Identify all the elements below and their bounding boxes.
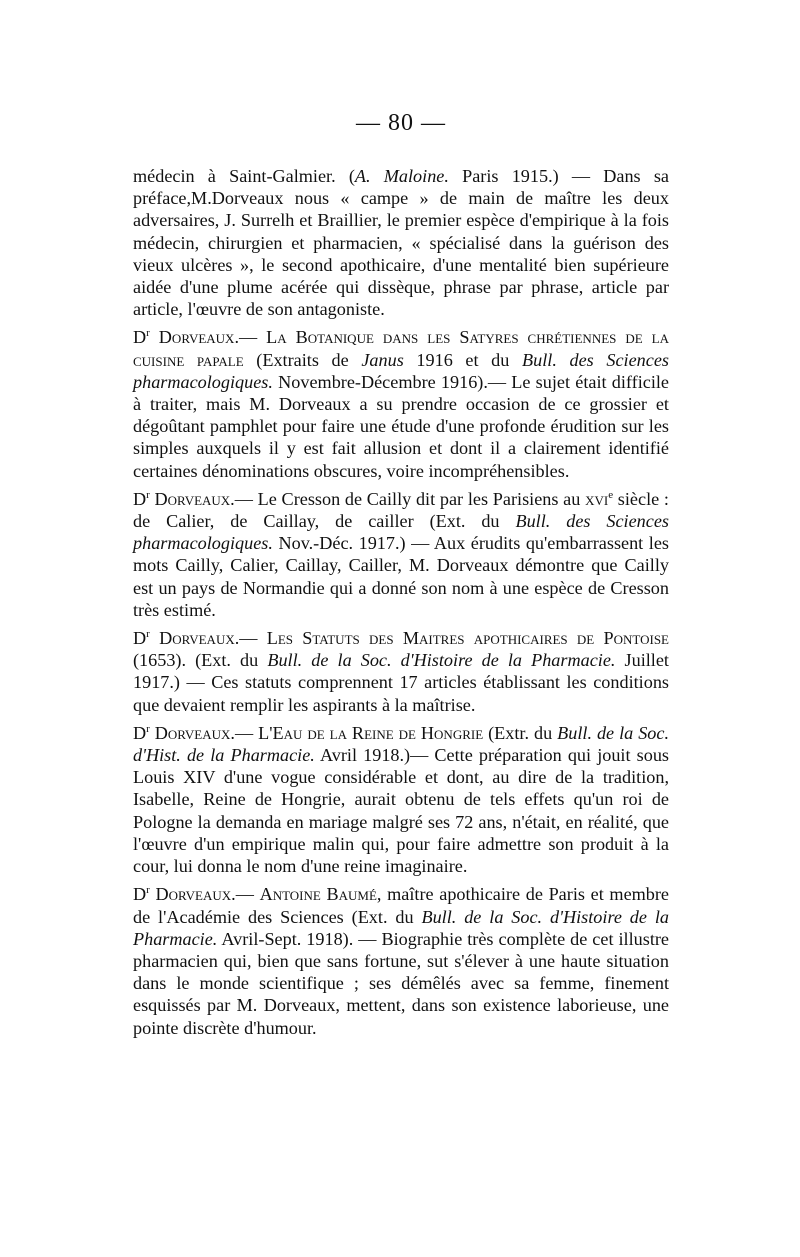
small-caps-title: Dorveaux. xyxy=(149,628,240,649)
paragraph-continuation xyxy=(133,165,669,320)
bibliography-entry xyxy=(133,488,669,621)
text-run: D xyxy=(133,722,147,743)
text-run: — xyxy=(235,884,260,905)
text-run: — xyxy=(239,327,267,348)
text-run: D xyxy=(133,884,147,905)
text-run: siècle : de Calier, de Caillay, de cailler (Ext. du xyxy=(133,488,669,532)
italic-reference: Janus xyxy=(361,349,404,370)
text-run: (1653). (Ext. du xyxy=(133,650,268,671)
bibliography-entry xyxy=(133,722,669,877)
bibliography-entry xyxy=(133,326,669,481)
text-run: — xyxy=(239,628,267,649)
small-caps-title: Dorveaux. xyxy=(149,488,235,509)
text-run: — L' xyxy=(234,722,273,743)
small-caps-title: Dorveaux. xyxy=(149,884,236,905)
small-caps-title: Antoine Baumé, xyxy=(259,884,382,905)
italic-reference: Bull. de la Soc. d'Histoire de la Pharmacie. xyxy=(133,906,670,949)
small-caps-title: xvi xyxy=(585,488,609,509)
bibliography-entry xyxy=(133,627,669,716)
small-caps-title: Dorveaux. xyxy=(149,722,235,743)
superscript: r xyxy=(146,488,150,501)
text-run: Juillet 1917.) — Ces statuts comprennent 17 articles établissant les conditions que devaient remplir les aspirants à la maîtrise. xyxy=(133,650,669,715)
superscript: r xyxy=(146,327,150,340)
superscript: r xyxy=(146,722,150,735)
text-run: Paris 1915.) — Dans sa préface,M.Dorveaux nous « campe » de main de maître les deux adversaires, J. Surrelh et Braillier, le premier espèce d'empirique à la fois médecin, chirurgien et pharmacien, « spécialisé dans la guérison des vieux ulcères », le second apothicaire, d'une mentalité bien supérieure aidée d'une plume acérée qui dissèque, phrase par phrase, article par article, l'œuvre de son antagoniste. xyxy=(133,166,669,320)
italic-reference: Bull. des Sciences pharmacologiques. xyxy=(133,511,669,554)
page-number: — 80 — xyxy=(356,110,446,136)
text-run: maître apothicaire de Paris et membre de l'Académie des Sciences (Ext. du xyxy=(133,884,670,927)
small-caps-title: La Botanique dans les Satyres chrétiennes de la cuisine papale xyxy=(133,327,670,370)
small-caps-title: Eau de la Reine de Hongrie xyxy=(272,722,484,743)
small-caps-title: Dorveaux. xyxy=(149,327,239,348)
text-run: D xyxy=(133,488,147,509)
small-caps-title: Les Statuts des Maitres apothicaires de Pontoise xyxy=(266,628,669,649)
text-body xyxy=(133,165,669,1039)
text-run: médecin à Saint-Galmier. ( xyxy=(133,166,355,186)
text-run: Avril-Sept. 1918). — Biographie très complète de cet illustre pharmacien qui, bien que sans fortune, sut s'élever à une haute situation dans le monde scientifique ; ses démêlés avec sa femme, finement esquissés par M. Dorveaux, mettent, dans son existence laborieuse, une pointe discrète d'humour. xyxy=(133,928,669,1038)
italic-reference: Bull. de la Soc. d'Hist. de la Pharmacie. xyxy=(133,722,669,766)
page xyxy=(133,110,669,1045)
text-run: Avril 1918.)— Cette préparation qui jouit sous Louis XIV d'une vogue considérable et dont, au dire de la tradition, Isabelle, Reine de Hongrie, aurait obtenu de tels effets qu'un roi de Pologne la demanda en mariage malgré ses 72 ans, n'était, en réalité, que l'œuvre d'un empirique malin qui, pour faire admettre son produit à la cour, lui donna le nom d'une reine imaginaire. xyxy=(133,745,669,877)
text-run: D xyxy=(133,327,147,348)
text-run: 1916 et du xyxy=(403,349,523,370)
superscript: e xyxy=(608,488,614,501)
text-run: D xyxy=(133,628,147,649)
bibliography-entry xyxy=(133,883,669,1038)
superscript: r xyxy=(146,884,150,897)
italic-reference: Bull. des Sciences pharmacologiques. xyxy=(133,349,669,392)
text-run: (Extraits de xyxy=(243,349,362,370)
italic-reference: A. Maloine. xyxy=(354,166,449,186)
text-run: — Le Cresson de Cailly dit par les Parisiens au xyxy=(234,488,586,509)
text-run: Novembre-Décembre 1916).— Le sujet était difficile à traiter, mais M. Dorveaux a su prendre occasion de ce grossier et dégoûtant pamphlet pour faire une étude d'une profonde érudition sur les simples auxquels il y est fait allusion et dont il a clairement identifié certaines dénominations obscures, voire incompréhensibles. xyxy=(133,371,669,481)
superscript: r xyxy=(146,628,150,640)
text-run: Nov.-Déc. 1917.) — Aux érudits qu'embarrassent les mots Cailly, Calier, Caillay, Cailler, M. Dorveaux démontre que Cailly est un pays de Normandie qui a donné son nom à une espèce de Cresson très estimé. xyxy=(133,533,669,620)
italic-reference: Bull. de la Soc. d'Histoire de la Pharmacie. xyxy=(267,650,616,671)
text-run: (Extr. du xyxy=(483,722,558,743)
